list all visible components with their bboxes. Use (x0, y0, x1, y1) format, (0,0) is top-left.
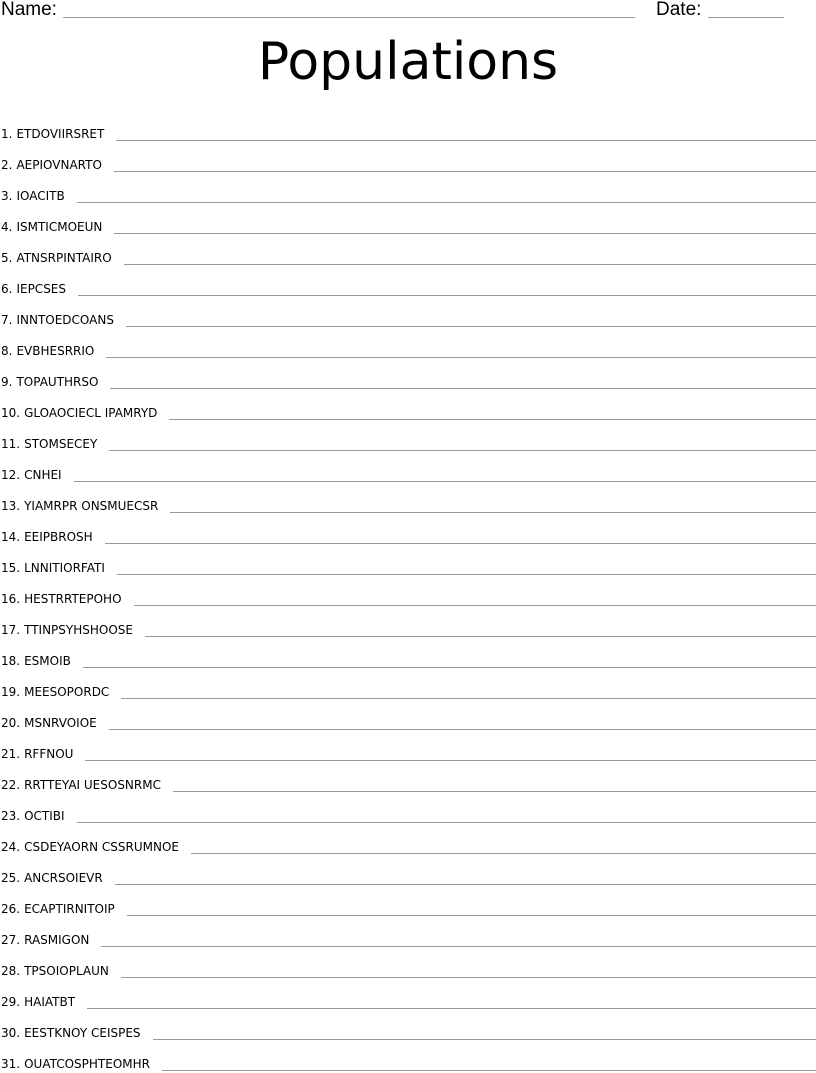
list-item (0, 763, 816, 794)
scrambled-word: INNTOEDCOANS (16, 313, 114, 327)
answer-line[interactable] (117, 574, 816, 575)
list-item (0, 856, 816, 887)
item-number: 24. (1, 840, 21, 854)
answer-line[interactable] (170, 512, 816, 513)
item-number: 16. (1, 592, 21, 606)
item-number: 26. (1, 902, 21, 916)
list-item (0, 267, 816, 298)
item-number: 27. (1, 933, 21, 947)
list-item (0, 1011, 816, 1042)
item-number: 20. (1, 716, 21, 730)
item-number: 12. (1, 468, 21, 482)
scrambled-word: CNHEI (24, 468, 62, 482)
answer-line[interactable] (115, 884, 816, 885)
list-item (0, 887, 816, 918)
answer-line[interactable] (114, 233, 816, 234)
list-item (0, 515, 816, 546)
item-number: 18. (1, 654, 21, 668)
scrambled-word: RFFNOU (24, 747, 74, 761)
scrambled-word: RASMIGON (24, 933, 90, 947)
item-number: 14. (1, 530, 21, 544)
answer-line[interactable] (101, 946, 816, 947)
scrambled-word: CSDEYAORN CSSRUMNOE (24, 840, 179, 854)
list-item (0, 980, 816, 1011)
answer-line[interactable] (169, 419, 816, 420)
answer-line[interactable] (85, 760, 816, 761)
list-item (0, 143, 816, 174)
list-item (0, 422, 816, 453)
item-number: 19. (1, 685, 21, 699)
scrambled-word: TOPAUTHRSO (16, 375, 99, 389)
scrambled-word: EESTKNOY CEISPES (24, 1026, 141, 1040)
list-item (0, 608, 816, 639)
word-scramble-list (0, 112, 816, 1073)
list-item (0, 794, 816, 825)
answer-line[interactable] (126, 326, 816, 327)
list-item (0, 825, 816, 856)
scrambled-word: IEPCSES (16, 282, 67, 296)
date-label: Date: (656, 0, 702, 20)
list-item (0, 732, 816, 763)
answer-line[interactable] (83, 667, 816, 668)
answer-line[interactable] (145, 636, 816, 637)
scrambled-word: ESMOIB (24, 654, 71, 668)
answer-line[interactable] (77, 822, 816, 823)
item-number: 10. (1, 406, 21, 420)
item-number: 9. (1, 375, 13, 389)
item-number: 23. (1, 809, 21, 823)
list-item (0, 701, 816, 732)
item-number: 17. (1, 623, 21, 637)
answer-line[interactable] (191, 853, 816, 854)
scrambled-word: ECAPTIRNITOIP (24, 902, 115, 916)
date-field[interactable] (708, 17, 784, 18)
name-label: Name: (1, 0, 57, 20)
item-number: 5. (1, 251, 13, 265)
list-item (0, 546, 816, 577)
item-number: 11. (1, 437, 21, 451)
scrambled-word: STOMSECEY (24, 437, 98, 451)
item-number: 28. (1, 964, 21, 978)
worksheet-header (0, 0, 816, 24)
answer-line[interactable] (110, 388, 816, 389)
scrambled-word: EVBHESRRIO (16, 344, 95, 358)
item-number: 13. (1, 499, 21, 513)
item-number: 31. (1, 1057, 21, 1071)
page-title: Populations (257, 32, 559, 92)
answer-line[interactable] (121, 698, 816, 699)
answer-line[interactable] (106, 357, 816, 358)
answer-line[interactable] (116, 140, 816, 141)
answer-line[interactable] (78, 295, 816, 296)
list-item (0, 360, 816, 391)
scrambled-word: ISMTICMOEUN (16, 220, 103, 234)
scrambled-word: EEIPBROSH (24, 530, 93, 544)
list-item (0, 949, 816, 980)
item-number: 29. (1, 995, 21, 1009)
scrambled-word: TTINPSYHSHOOSE (24, 623, 133, 637)
list-item (0, 453, 816, 484)
item-number: 22. (1, 778, 21, 792)
answer-line[interactable] (121, 977, 816, 978)
list-item (0, 112, 816, 143)
scrambled-word: HAIATBT (24, 995, 76, 1009)
list-item (0, 205, 816, 236)
item-number: 1. (1, 127, 13, 141)
list-item (0, 329, 816, 360)
item-number: 21. (1, 747, 21, 761)
scrambled-word: OUATCOSPHTEOMHR (24, 1057, 150, 1071)
list-item (0, 1042, 816, 1073)
answer-line[interactable] (153, 1039, 816, 1040)
item-number: 25. (1, 871, 21, 885)
scrambled-word: ATNSRPINTAIRO (16, 251, 112, 265)
item-number: 30. (1, 1026, 21, 1040)
scrambled-word: IOACITB (16, 189, 65, 203)
answer-line[interactable] (124, 264, 816, 265)
scrambled-word: ETDOVIIRSRET (16, 127, 105, 141)
scrambled-word: TPSOIOPLAUN (24, 964, 109, 978)
scrambled-word: MSNRVOIOE (24, 716, 97, 730)
list-item (0, 577, 816, 608)
item-number: 4. (1, 220, 13, 234)
item-number: 8. (1, 344, 13, 358)
scrambled-word: ANCRSOIEVR (24, 871, 103, 885)
item-number: 6. (1, 282, 13, 296)
item-number: 2. (1, 158, 13, 172)
list-item (0, 236, 816, 267)
list-item (0, 298, 816, 329)
answer-line[interactable] (109, 450, 816, 451)
scrambled-word: RRTTEYAI UESOSNRMC (24, 778, 161, 792)
list-item (0, 484, 816, 515)
answer-line[interactable] (105, 543, 816, 544)
answer-line[interactable] (162, 1070, 816, 1071)
answer-line[interactable] (109, 729, 816, 730)
name-field[interactable] (63, 17, 635, 18)
item-number: 15. (1, 561, 21, 575)
item-number: 7. (1, 313, 13, 327)
answer-line[interactable] (77, 202, 816, 203)
list-item (0, 174, 816, 205)
list-item (0, 918, 816, 949)
scrambled-word: HESTRRTEPOHO (24, 592, 122, 606)
list-item (0, 391, 816, 422)
answer-line[interactable] (127, 915, 816, 916)
scrambled-word: YIAMRPR ONSMUECSR (24, 499, 159, 513)
item-number: 3. (1, 189, 13, 203)
answer-line[interactable] (114, 171, 816, 172)
scrambled-word: LNNITIORFATI (24, 561, 105, 575)
list-item (0, 670, 816, 701)
answer-line[interactable] (87, 1008, 816, 1009)
answer-line[interactable] (173, 791, 816, 792)
scrambled-word: MEESOPORDC (24, 685, 110, 699)
list-item (0, 639, 816, 670)
answer-line[interactable] (134, 605, 816, 606)
scrambled-word: AEPIOVNARTO (16, 158, 102, 172)
answer-line[interactable] (74, 481, 816, 482)
scrambled-word: GLOAOCIECL IPAMRYD (24, 406, 158, 420)
scrambled-word: OCTIBI (24, 809, 65, 823)
